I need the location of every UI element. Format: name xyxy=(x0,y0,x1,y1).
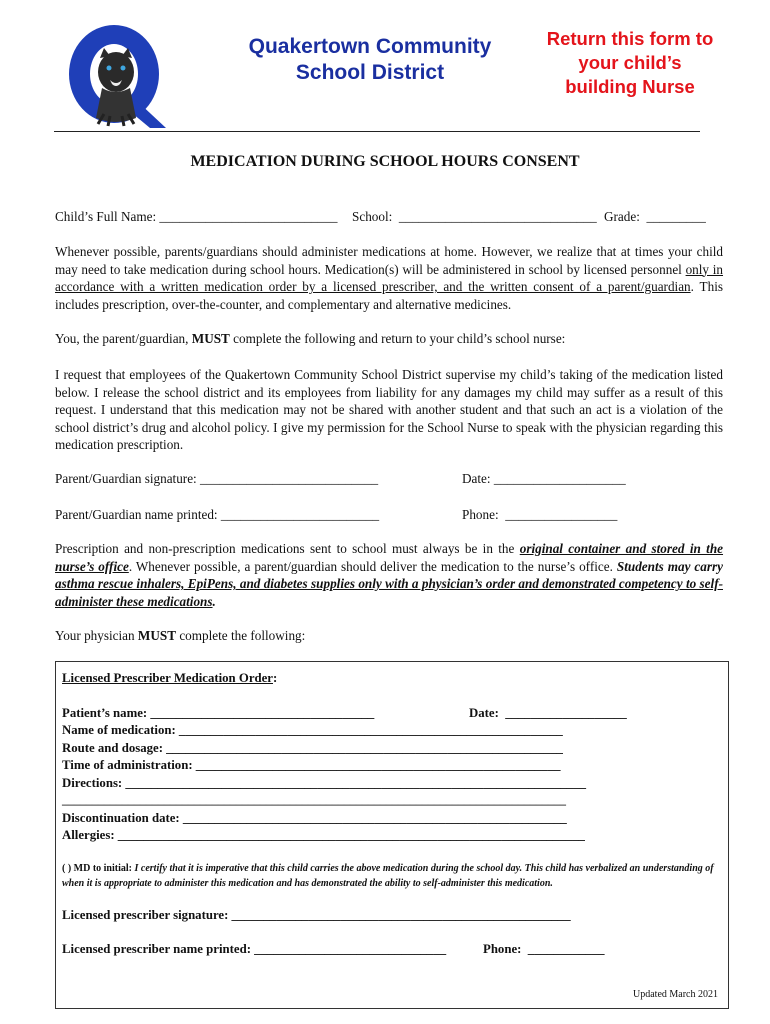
parent-instruction xyxy=(55,330,723,348)
must-emphasis: MUST xyxy=(191,331,230,346)
policy-text-mid: . Whenever possible, a parent/guardian should deliver the medication to the nurse’s office. xyxy=(128,558,617,574)
directions-field[interactable]: Directions: ________________________________________________________________________ xyxy=(62,776,587,790)
return-line-2: your child’s xyxy=(578,52,682,73)
policy-period: . xyxy=(212,593,216,609)
allergies-field[interactable]: Allergies: _________________________________________________________________________ xyxy=(62,828,585,842)
district-name xyxy=(220,34,520,86)
parent-instruction-text-end: complete the following and return to your child’s school nurse: xyxy=(229,331,566,346)
return-notice xyxy=(536,27,724,99)
administration-time-field[interactable]: Time of administration: _________________________________________________________ xyxy=(62,758,561,772)
header-divider xyxy=(54,131,700,132)
physician-instruction xyxy=(55,627,723,645)
guardian-signature-field[interactable]: Parent/Guardian signature: ___________________________ xyxy=(55,471,379,486)
district-line-2: School District xyxy=(295,61,445,84)
child-name-field[interactable]: Child’s Full Name: ___________________________ xyxy=(55,209,338,224)
district-logo xyxy=(66,22,168,130)
prescriber-phone-field[interactable]: Phone: ____________ xyxy=(483,942,605,956)
policy-text: Prescription and non-prescription medications sent to school must always be in the xyxy=(55,541,520,556)
md-initial-checkbox[interactable]: ( ) MD to initial: xyxy=(62,863,135,874)
policy-carry-conditions: asthma rescue inhalers, EpiPens, and diabetes supplies only with a physician’s order and demonstrated competency to self-administer these medications xyxy=(55,576,723,609)
district-line-1: Quakertown Community xyxy=(248,35,492,58)
consent-paragraph: I request that employees of the Quakertown Community School District supervise my child’s taking of the medication listed below. I release the school district and its employees from liability for any damages my child may suffer as a result of this request. I understand that this medication may not be shared with another student and that such an act is a violation of the school district’s drug and alcohol policy. I give my permission for the School Nurse to speak with the physician regarding this medication prescription. xyxy=(55,367,723,453)
prescriber-heading-colon: : xyxy=(272,671,278,685)
grade-field[interactable]: Grade: _________ xyxy=(604,209,706,224)
policy-students-may-carry: Students may carry xyxy=(616,558,723,574)
patient-name-field[interactable]: Patient’s name: ___________________________________ xyxy=(62,706,375,720)
route-dosage-field[interactable]: Route and dosage: ______________________________________________________________ xyxy=(62,741,563,755)
form-title: MEDICATION DURING SCHOOL HOURS CONSENT xyxy=(190,153,580,170)
prescriber-heading xyxy=(62,671,277,686)
physician-instruction-text: Your physician xyxy=(55,628,138,643)
parent-instruction-text: You, the parent/guardian, xyxy=(55,331,192,346)
guardian-date-field[interactable]: Date: ____________________ xyxy=(462,471,626,486)
physician-instruction-text-end: complete the following: xyxy=(176,628,306,643)
intro-text: Whenever possible, parents/guardians should administer medications at home. However, we realize that at times your child may need to take medication during school hours. Medication(s) will be administered in school by licensed personnel xyxy=(55,244,723,277)
prescriber-date-field[interactable]: Date: ___________________ xyxy=(469,706,627,720)
intro-text-end: . This includes prescription, over-the-counter, and complementary and alternative medicines. xyxy=(55,279,723,312)
prescriber-name-field[interactable]: Licensed prescriber name printed: ______________________________ xyxy=(62,942,447,956)
medication-policy-paragraph xyxy=(55,540,723,610)
return-line-3: building Nurse xyxy=(565,76,695,97)
prescriber-order-box xyxy=(55,661,729,1009)
return-line-1: Return this form to xyxy=(546,28,714,49)
intro-underlined-text: only in accordance with a written medication order by a licensed prescriber, and the written consent of a parent/guardian xyxy=(55,261,724,295)
updated-date: Updated March 2021 xyxy=(633,989,718,1000)
prescriber-signature-field[interactable]: Licensed prescriber signature: _____________________________________________________ xyxy=(62,908,571,922)
md-initial-statement xyxy=(62,861,722,891)
directions-continuation-field[interactable]: ____________________________________________________________________________________ xyxy=(62,793,566,807)
school-field[interactable]: School: ______________________________ xyxy=(352,209,597,224)
md-certification-text: I certify that it is imperative that this child carries the above medication during the school day. This child has verbalized an understanding of when it is appropriate to administer this medication and has demonstrated the ability to self-administer this medication. xyxy=(62,863,714,889)
medication-name-field[interactable]: Name of medication: ____________________________________________________________ xyxy=(62,723,563,737)
physician-must-emphasis: MUST xyxy=(137,628,177,643)
discontinuation-date-field[interactable]: Discontinuation date: ____________________________________________________________ xyxy=(62,811,567,825)
intro-paragraph xyxy=(55,243,723,313)
policy-container-emphasis: original container and stored in the nurse’s office xyxy=(55,541,724,574)
guardian-name-field[interactable]: Parent/Guardian name printed: ________________________ xyxy=(55,507,380,522)
guardian-phone-field[interactable]: Phone: _________________ xyxy=(462,507,618,522)
prescriber-heading-text: Licensed Prescriber Medication Order xyxy=(62,671,273,685)
